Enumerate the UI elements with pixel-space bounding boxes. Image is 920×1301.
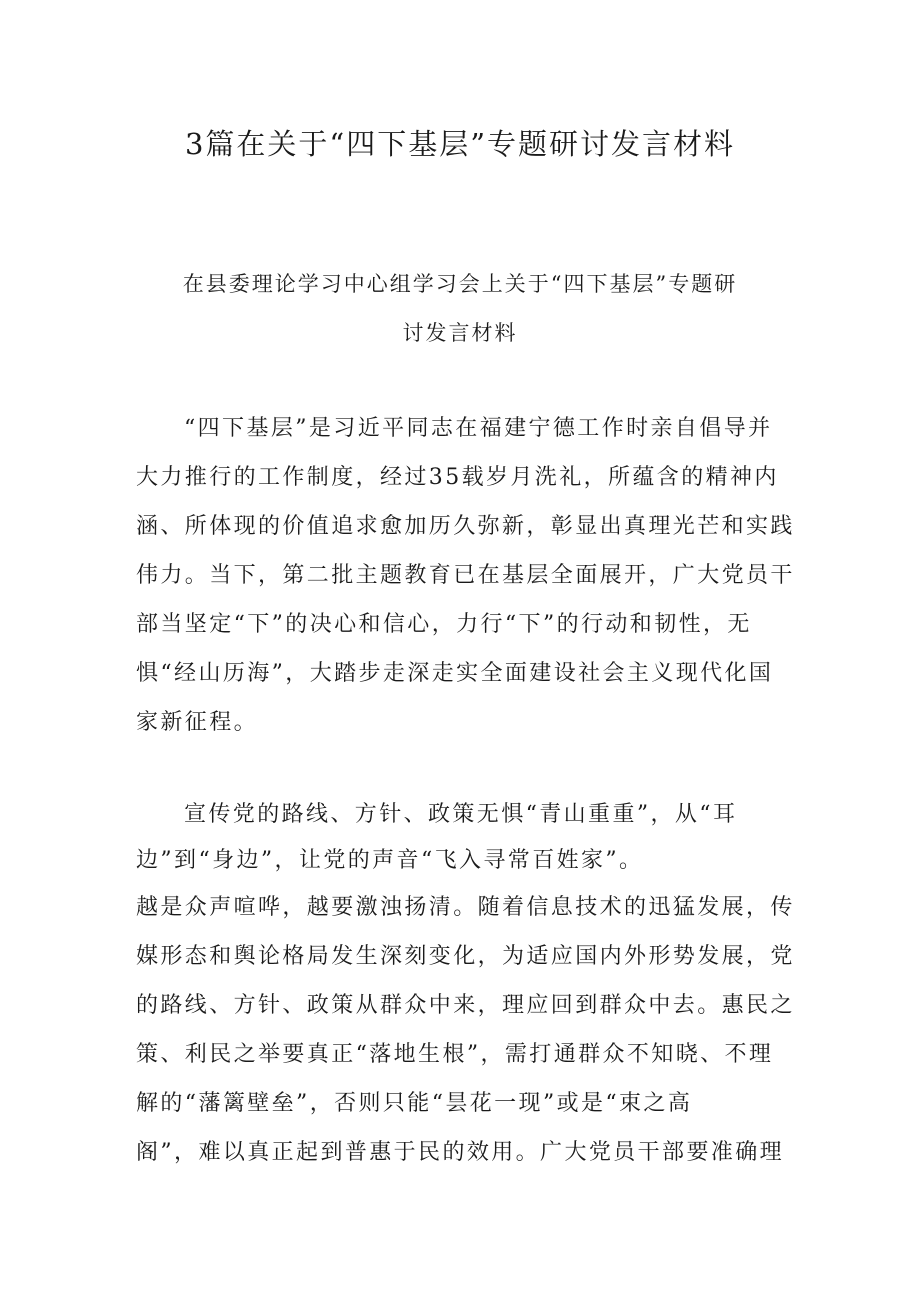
- paragraph2-line-8: 阁”，难以真正起到普惠于民的效用。广大党员干部要准确理: [136, 1140, 785, 1165]
- paragraph2-line-6: 策、利民之举要真正“落地生根”，需打通群众不知晓、不理: [136, 1042, 774, 1067]
- paragraph1-line-1: “四下基层”是习近平同志在福建宁德工作时亲自倡导并: [184, 416, 773, 441]
- paragraph1-line-4: 伟力。当下，第二批主题教育已在基层全面展开，广大党员干: [136, 563, 795, 588]
- paragraph2-line-4: 媒形态和舆论格局发生深刻变化，为适应国内外形势发展，党: [136, 944, 795, 969]
- paragraph2-line-5: 的路线、方针、政策从群众中来，理应回到群众中去。惠民之: [136, 993, 795, 1018]
- subtitle-line-2: 讨发言材料: [402, 321, 518, 345]
- paragraph1-line-5: 部当坚定“下”的决心和信心，力行“下”的行动和韧性，无: [136, 612, 752, 637]
- paragraph1-line-3: 涵、所体现的价值追求愈加历久弥新，彰显出真理光芒和实践: [136, 514, 795, 539]
- paragraph2-line-2: 边”到“身边”，让党的声音“飞入寻常百姓家”。: [136, 848, 644, 873]
- paragraph1-line-2: 大力推行的工作制度，经过35载岁月洗礼，所蕴含的精神内: [136, 465, 779, 490]
- paragraph2-line-7: 解的“藩篱壁垒”，否则只能“昙花一现”或是“束之高: [136, 1091, 693, 1116]
- paragraph1-line-6: 惧“经山历海”，大踏步走深走实全面建设社会主义现代化国: [136, 661, 774, 686]
- paragraph1-line-7: 家新征程。: [136, 710, 259, 735]
- paragraph2-line-3: 越是众声喧哗，越要激浊扬清。随着信息技术的迅猛发展，传: [136, 895, 795, 920]
- subtitle-line-1: 在县委理论学习中心组学习会上关于“四下基层”专题研: [182, 272, 738, 296]
- document-title: 3篇在关于“四下基层”专题研讨发言材料: [184, 127, 736, 161]
- paragraph2-line-1: 宣传党的路线、方针、政策无惧“青山重重”，从“耳: [184, 802, 738, 827]
